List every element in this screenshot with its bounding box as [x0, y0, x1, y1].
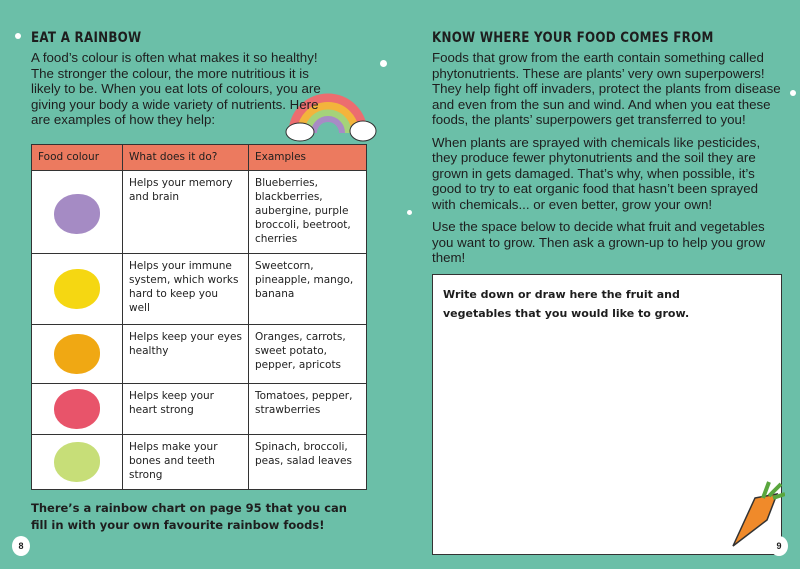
orange-swatch — [54, 334, 100, 374]
page-title-right: KNOW WHERE YOUR FOOD COMES FROM — [432, 30, 714, 46]
page-number-right: 9 — [770, 536, 788, 556]
green-swatch — [54, 442, 100, 482]
paragraph-3: Use the space below to decide what fruit and vegetables you want to grow. Then ask a grown-up to help you grow them! — [432, 219, 766, 265]
row-does: Helps your immune system, which works hard to keep you well — [123, 253, 249, 324]
table-row — [32, 434, 367, 489]
table-row — [32, 253, 367, 324]
left-page — [31, 30, 376, 534]
header-food-colour: Food colour — [32, 144, 123, 170]
row-examples: Tomatoes, pepper, strawberries — [249, 383, 367, 434]
food-colour-table — [31, 144, 367, 490]
row-does: Helps make your bones and teeth strong — [123, 434, 249, 489]
star-decoration — [380, 60, 387, 67]
row-examples: Spinach, broccoli, peas, salad leaves — [249, 434, 367, 489]
page-number-left: 8 — [12, 536, 30, 556]
rainbow-chart-note: There’s a rainbow chart on page 95 that you can fill in with your own favourite rainbow foods! — [31, 500, 347, 532]
star-decoration — [407, 210, 412, 215]
row-examples: Oranges, carrots, sweet potato, pepper, apricots — [249, 324, 367, 383]
right-page — [432, 30, 782, 555]
star-decoration — [15, 33, 21, 39]
red-swatch — [54, 389, 100, 429]
purple-swatch — [54, 194, 100, 234]
paragraph-1: Foods that grow from the earth contain something called phytonutrients. These are plants’ very own superpowers! They help fight off invaders, protect the plants from disease and even from the sun and wind. And when you eat these foods, the plants’ superpowers get transferred to you! — [432, 50, 781, 127]
yellow-swatch — [54, 269, 100, 309]
intro-text: A food’s colour is often what makes it so healthy! The stronger the colour, the more nutritious it is likely to be. When you eat lots of colours, you are giving your body a wide variety of nutrients. Here are examples of how they help: — [31, 50, 321, 127]
row-examples: Sweetcorn, pineapple, mango, banana — [249, 253, 367, 324]
row-does: Helps keep your heart strong — [123, 383, 249, 434]
box-prompt: Write down or draw here the fruit and vegetables that you would like to grow. — [443, 287, 690, 320]
row-does: Helps your memory and brain — [123, 170, 249, 253]
header-examples: Examples — [249, 144, 367, 170]
page-title-left: EAT A RAINBOW — [31, 30, 142, 46]
table-row — [32, 324, 367, 383]
star-decoration — [790, 90, 796, 96]
table-row — [32, 170, 367, 253]
row-does: Helps keep your eyes healthy — [123, 324, 249, 383]
row-examples: Blueberries, blackberries, aubergine, purple broccoli, beetroot, cherries — [249, 170, 367, 253]
paragraph-2: When plants are sprayed with chemicals like pesticides, they produce fewer phytonutrients and the soil they are grown in gets damaged. That’s why, when possible, it’s good to try to eat organic food that hasn’t been sprayed with chemicals... or even better, grow your own! — [432, 134, 761, 212]
header-what-does: What does it do? — [123, 144, 249, 170]
table-row — [32, 383, 367, 434]
